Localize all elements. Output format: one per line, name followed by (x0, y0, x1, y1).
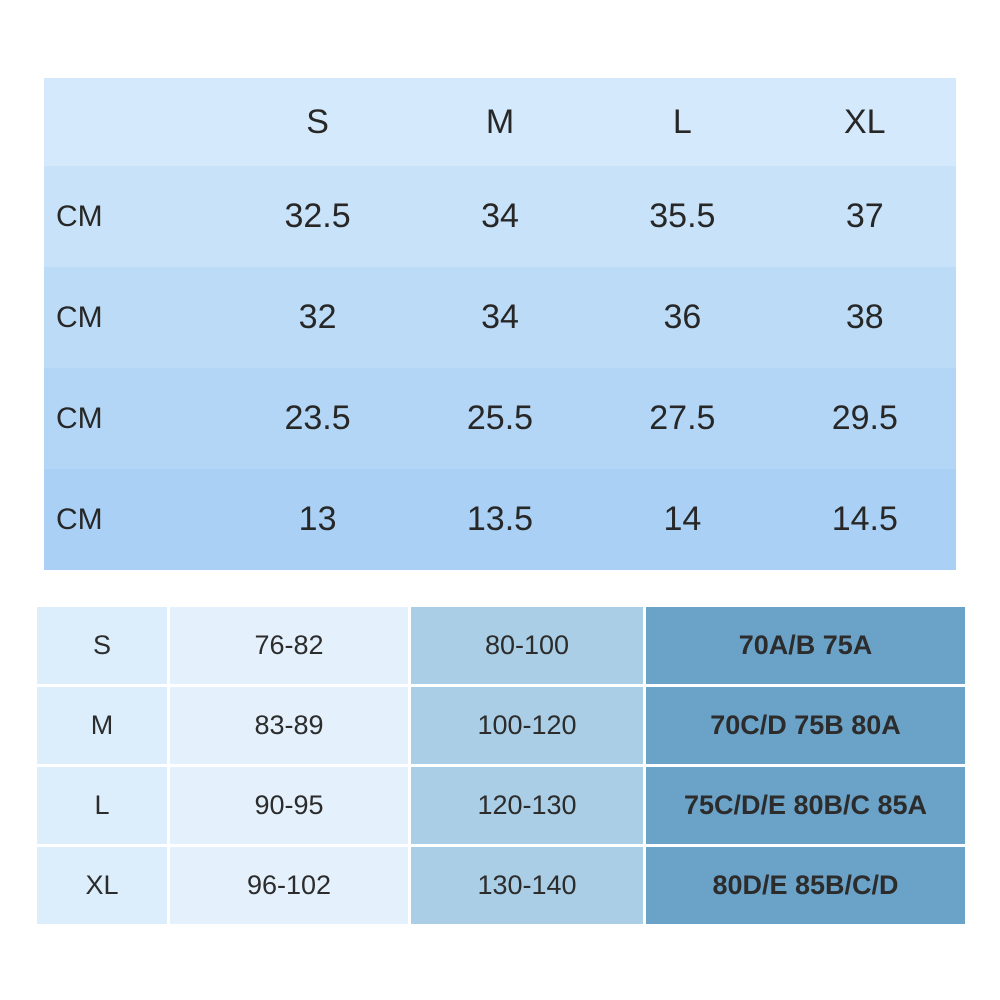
measurement-cell: 32.5 (284, 197, 351, 235)
measurement-cell: 23.5 (284, 399, 351, 437)
table-row (37, 687, 965, 764)
cup-value: 80D/E 85B/C/D (646, 847, 965, 924)
table-row (44, 469, 956, 570)
measurement-cell: 27.5 (649, 399, 716, 437)
weight-value: 100-120 (411, 687, 643, 764)
weight-value: 80-100 (411, 607, 643, 684)
measurement-cell: 25.5 (466, 399, 534, 437)
measurement-cell: 14 (663, 500, 702, 538)
measurement-header-unit (44, 78, 226, 166)
size-label: S (37, 607, 167, 684)
measurement-cell: 36 (663, 298, 702, 336)
cup-value: 70C/D 75B 80A (646, 687, 965, 764)
measurement-cell: 29.5 (831, 399, 898, 437)
measurement-header-xl: XL (843, 102, 886, 141)
measurement-table-header (44, 78, 956, 166)
band-value: 90-95 (170, 767, 408, 844)
size-table-body (37, 607, 965, 924)
table-row (37, 767, 965, 844)
measurement-cell: 34 (481, 298, 519, 336)
table-row (44, 267, 956, 368)
measurement-table-body (44, 166, 956, 570)
cup-value: 75C/D/E 80B/C 85A (646, 767, 965, 844)
band-value: 96-102 (170, 847, 408, 924)
measurement-cell: 14.5 (831, 500, 898, 538)
size-label: M (37, 687, 167, 764)
table-row (37, 847, 965, 924)
measurement-header-s: S (306, 102, 329, 141)
measurement-header-l: L (672, 102, 692, 141)
measurement-row-unit: CM (56, 401, 103, 435)
measurement-cell: 32 (298, 298, 337, 336)
weight-value: 130-140 (411, 847, 643, 924)
measurement-header-m: M (485, 102, 515, 141)
cup-value: 70A/B 75A (646, 607, 965, 684)
measurement-cell: 34 (481, 197, 519, 235)
weight-value: 120-130 (411, 767, 643, 844)
measurement-row-unit: CM (56, 199, 103, 233)
measurement-cell: 13.5 (466, 500, 534, 538)
table-row (44, 368, 956, 469)
measurement-row-unit: CM (56, 502, 103, 536)
measurement-cell: 38 (845, 298, 884, 336)
measurement-cell: 37 (845, 197, 884, 235)
measurement-cell: 13 (298, 500, 337, 538)
measurement-table (44, 78, 956, 570)
table-row (37, 607, 965, 684)
measurement-cell: 35.5 (649, 197, 716, 235)
band-value: 76-82 (170, 607, 408, 684)
size-label: XL (37, 847, 167, 924)
table-row (44, 166, 956, 267)
size-table (34, 604, 968, 927)
table-row (44, 78, 956, 166)
measurement-row-unit: CM (56, 300, 103, 334)
band-value: 83-89 (170, 687, 408, 764)
size-label: L (37, 767, 167, 844)
